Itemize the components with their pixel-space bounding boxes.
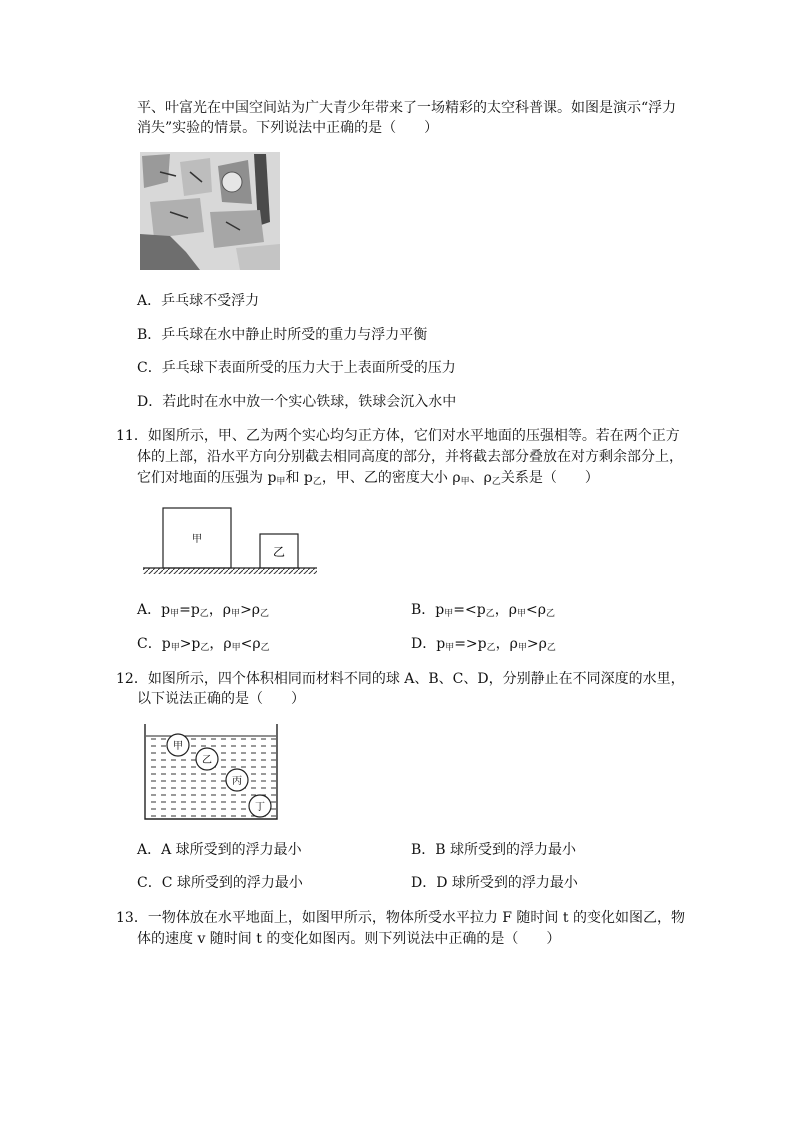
q12-option-c[interactable]: C．C 球所受到的浮力最小: [137, 875, 303, 891]
q10-option-c[interactable]: C．乒乓球下表面所受的压力大于上表面所受的压力: [137, 360, 456, 376]
q12-stem-line1: 12．如图所示，四个体积相同而材料不同的球 A、B、C、D，分别静止在不同深度的水里，: [116, 671, 685, 687]
q11-stem-line3: 它们对地面的压强为 $p_甲$和 $p_乙$，甲、乙的密度大小 $\rho_甲$、$\rho_乙$关系是（ ）: [137, 470, 599, 487]
q10-option-d[interactable]: D．若此时在水中放一个实心铁球，铁球会沉入水中: [137, 394, 457, 410]
q12-option-d[interactable]: D．D 球所受到的浮力最小: [411, 875, 578, 891]
cube-yi-label: 乙: [272, 545, 286, 559]
q11-option-c[interactable]: C．$p_甲>p_乙$，$\rho_甲<\rho_乙$: [137, 636, 270, 653]
q13-stem-line1: 13．一物体放在水平地面上，如图甲所示，物体所受水平拉力 F 随时间 t 的变化如图乙，物: [116, 910, 685, 926]
ball-bing-label: 丙: [232, 776, 242, 787]
cube-jia-label: 甲: [192, 534, 202, 545]
q10-option-a[interactable]: A．乒乓球不受浮力: [137, 293, 260, 309]
q11-cubes-figure: [143, 505, 319, 577]
ground-hatch: [143, 568, 317, 574]
q10-stem-line2: 消失”实验的情景。下列说法中正确的是（ ）: [137, 120, 439, 136]
q11-option-b[interactable]: B．$p_甲=<p_乙$，$\rho_甲<\rho_乙$: [411, 602, 555, 619]
q10-photo: [140, 152, 280, 270]
q12-option-b[interactable]: B．B 球所受到的浮力最小: [411, 842, 577, 858]
q11-stem-line1: 11．如图所示，甲、乙为两个实心均匀正方体，它们对水平地面的压强相等。若在两个正方: [116, 428, 680, 444]
ball-ding-label: 丁: [255, 802, 265, 813]
ball-jia-label: 甲: [173, 741, 183, 752]
q10-option-b[interactable]: B．乒乓球在水中静止时所受的重力与浮力平衡: [137, 327, 428, 343]
q13-stem-line2: 体的速度 v 随时间 t 的变化如图丙。则下列说法中正确的是（ ）: [137, 931, 561, 947]
q11-stem-line2: 体的上部，沿水平方向分别截去相同高度的部分，并将截去部分叠放在对方剩余部分上，: [137, 449, 683, 465]
q12-stem-line2: 以下说法正确的是（ ）: [137, 691, 305, 707]
q10-stem-line1: 平、叶富光在中国空间站为广大青少年带来了一场精彩的太空科普课。如图是演示“浮力: [137, 100, 677, 116]
ball-yi-label: 乙: [202, 755, 212, 766]
q11-option-a[interactable]: A．$p_甲=p_乙$，$\rho_甲>\rho_乙$: [137, 602, 270, 619]
q11-option-d[interactable]: D．$p_甲=>p_乙$，$\rho_甲>\rho_乙$: [411, 636, 556, 653]
q12-water-tank-figure: [140, 722, 280, 822]
q12-option-a[interactable]: A．A 球所受到的浮力最小: [137, 842, 302, 858]
